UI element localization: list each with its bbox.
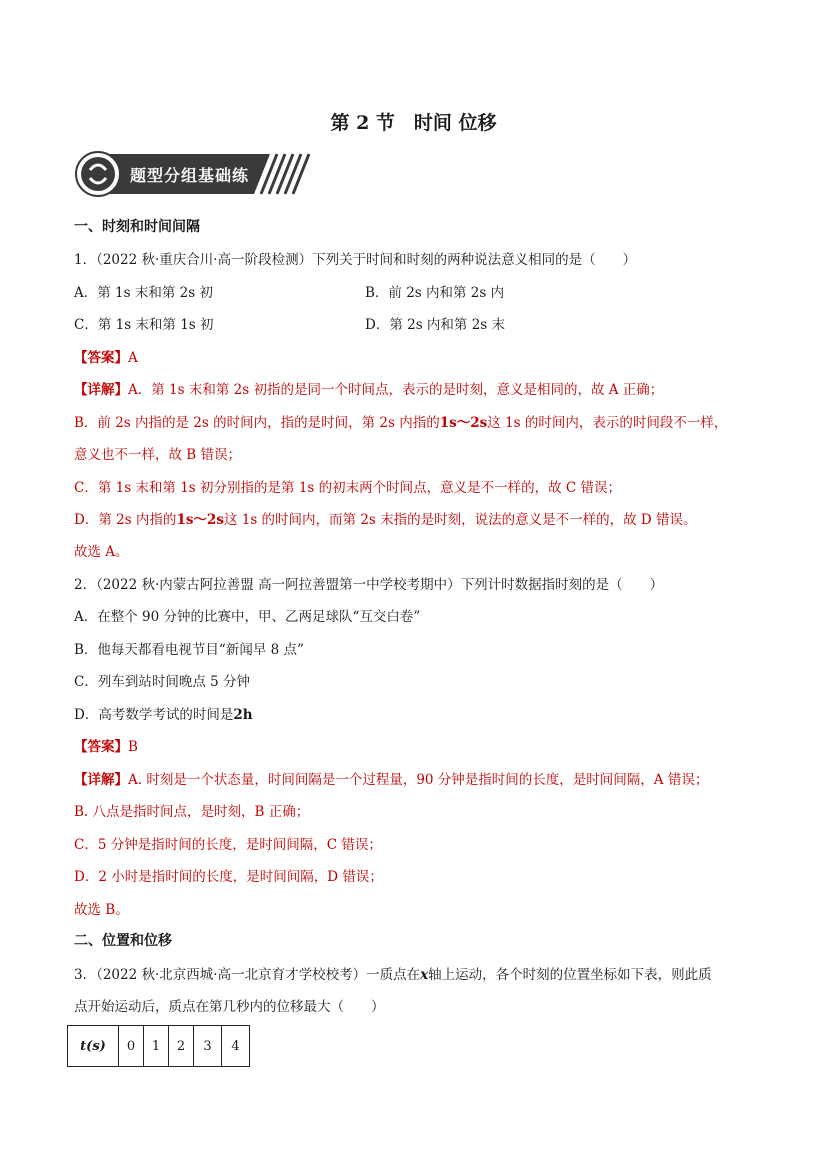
detail-label: 【详解】 [74, 382, 128, 398]
q2-option-b: B．他每天都看电视节目“新闻早 8 点” [74, 642, 304, 658]
q1-option-a: A．第 1s 末和第 2s 初 [74, 285, 213, 301]
formula: 1s～2s [439, 415, 488, 431]
detail-text: 这 1s 的时间内，表示的时间段不一样， [487, 415, 728, 431]
answer-value: B [128, 739, 138, 755]
option-text: D．高考数学考试的时间是 [74, 707, 234, 723]
section-banner [74, 150, 314, 198]
q2-stem: 2．（2022 秋·内蒙古阿拉善盟 高一阿拉善盟第一中学校考期中）下列计时数据指时刻的是（ ） [74, 577, 664, 593]
q2-option-d [74, 703, 253, 723]
q1-detail-2 [74, 411, 727, 431]
answer-value: A [128, 350, 138, 366]
detail-text: A．第 1s 末和第 2s 初指的是同一个时间点，表示的是时刻，意义是相同的，故 A 正确； [128, 382, 664, 398]
q1-stem: 1．（2022 秋·重庆合川·高一阶段检测）下列关于时间和时刻的两种说法意义相同的是（ ） [74, 252, 637, 268]
q1-detail-4: C．第 1s 末和第 1s 初分别指的是第 1s 的初末两个时间点，意义是不一样的，故 C 错误； [74, 480, 622, 496]
banner-label: 题型分组基础练 [130, 166, 250, 185]
answer-label: 【答案】 [74, 739, 128, 755]
answer-label: 【答案】 [74, 350, 128, 366]
section-heading-1: 一、时刻和时间间隔 [74, 219, 200, 235]
q3-stem-line-1 [74, 963, 712, 983]
q1-detail-5 [74, 508, 697, 528]
detail-text: 这 1s 的时间内，而第 2s 末指的是时刻，说法的意义是不一样的，故 D 错误。 [223, 512, 697, 528]
stem-text: 轴上运动，各个时刻的位置坐标如下表，则此质 [428, 967, 712, 983]
q1-detail-3: 意义也不一样，故 B 错误； [74, 447, 242, 463]
detail-text: D．第 2s 内指的 [74, 512, 177, 528]
table-cell: 0 [119, 1026, 144, 1067]
detail-text: B．前 2s 内指的是 2s 的时间内，指的是时间，第 2s 内指的 [74, 415, 440, 431]
q1-option-b: B．前 2s 内和第 2s 内 [365, 285, 505, 301]
q3-stem-line-2: 点开始运动后，质点在第几秒内的位移最大（ ） [74, 999, 385, 1015]
q2-detail-3: C．5 分钟是指时间的长度，是时间间隔，C 错误； [74, 837, 382, 853]
page-title: 第 2 节 时间 位移 [330, 112, 497, 134]
detail-label: 【详解】 [74, 772, 128, 788]
table-header-cell: t(s) [68, 1026, 119, 1067]
option-value: 2h [233, 707, 253, 723]
position-time-table [67, 1025, 250, 1067]
table-cell: 4 [222, 1026, 250, 1067]
q1-option-d: D．第 2s 内和第 2s 末 [365, 317, 506, 333]
table-cell: 2 [169, 1026, 194, 1067]
q2-option-c: C．列车到站时间晚点 5 分钟 [74, 674, 251, 690]
q2-conclusion: 故选 B。 [74, 902, 129, 918]
stem-text: 3．（2022 秋·北京西城·高一北京育才学校校考）一质点在 [74, 967, 421, 983]
q2-detail-1 [74, 768, 708, 788]
table-cell: 1 [144, 1026, 169, 1067]
detail-text: A. 时刻是一个状态量，时间间隔是一个过程量，90 分钟是指时间的长度，是时间间隔，A 错误； [128, 772, 709, 788]
table-row [68, 1026, 250, 1067]
variable: x [420, 967, 429, 983]
q2-detail-4: D．2 小时是指时间的长度，是时间间隔，D 错误； [74, 869, 383, 885]
q2-detail-2: B. 八点是指时间点，是时刻，B 正确； [74, 804, 310, 820]
q1-conclusion: 故选 A。 [74, 544, 129, 560]
table-cell: 3 [194, 1026, 222, 1067]
q1-detail-1 [74, 378, 663, 398]
q2-option-a: A．在整个 90 分钟的比赛中，甲、乙两足球队“互交白卷” [74, 609, 421, 625]
q2-answer [74, 735, 138, 755]
q1-answer [74, 346, 138, 366]
formula: 1s～2s [176, 512, 224, 528]
q1-option-c: C．第 1s 末和第 1s 初 [74, 317, 214, 333]
section-heading-2: 二、位置和位移 [74, 933, 172, 949]
